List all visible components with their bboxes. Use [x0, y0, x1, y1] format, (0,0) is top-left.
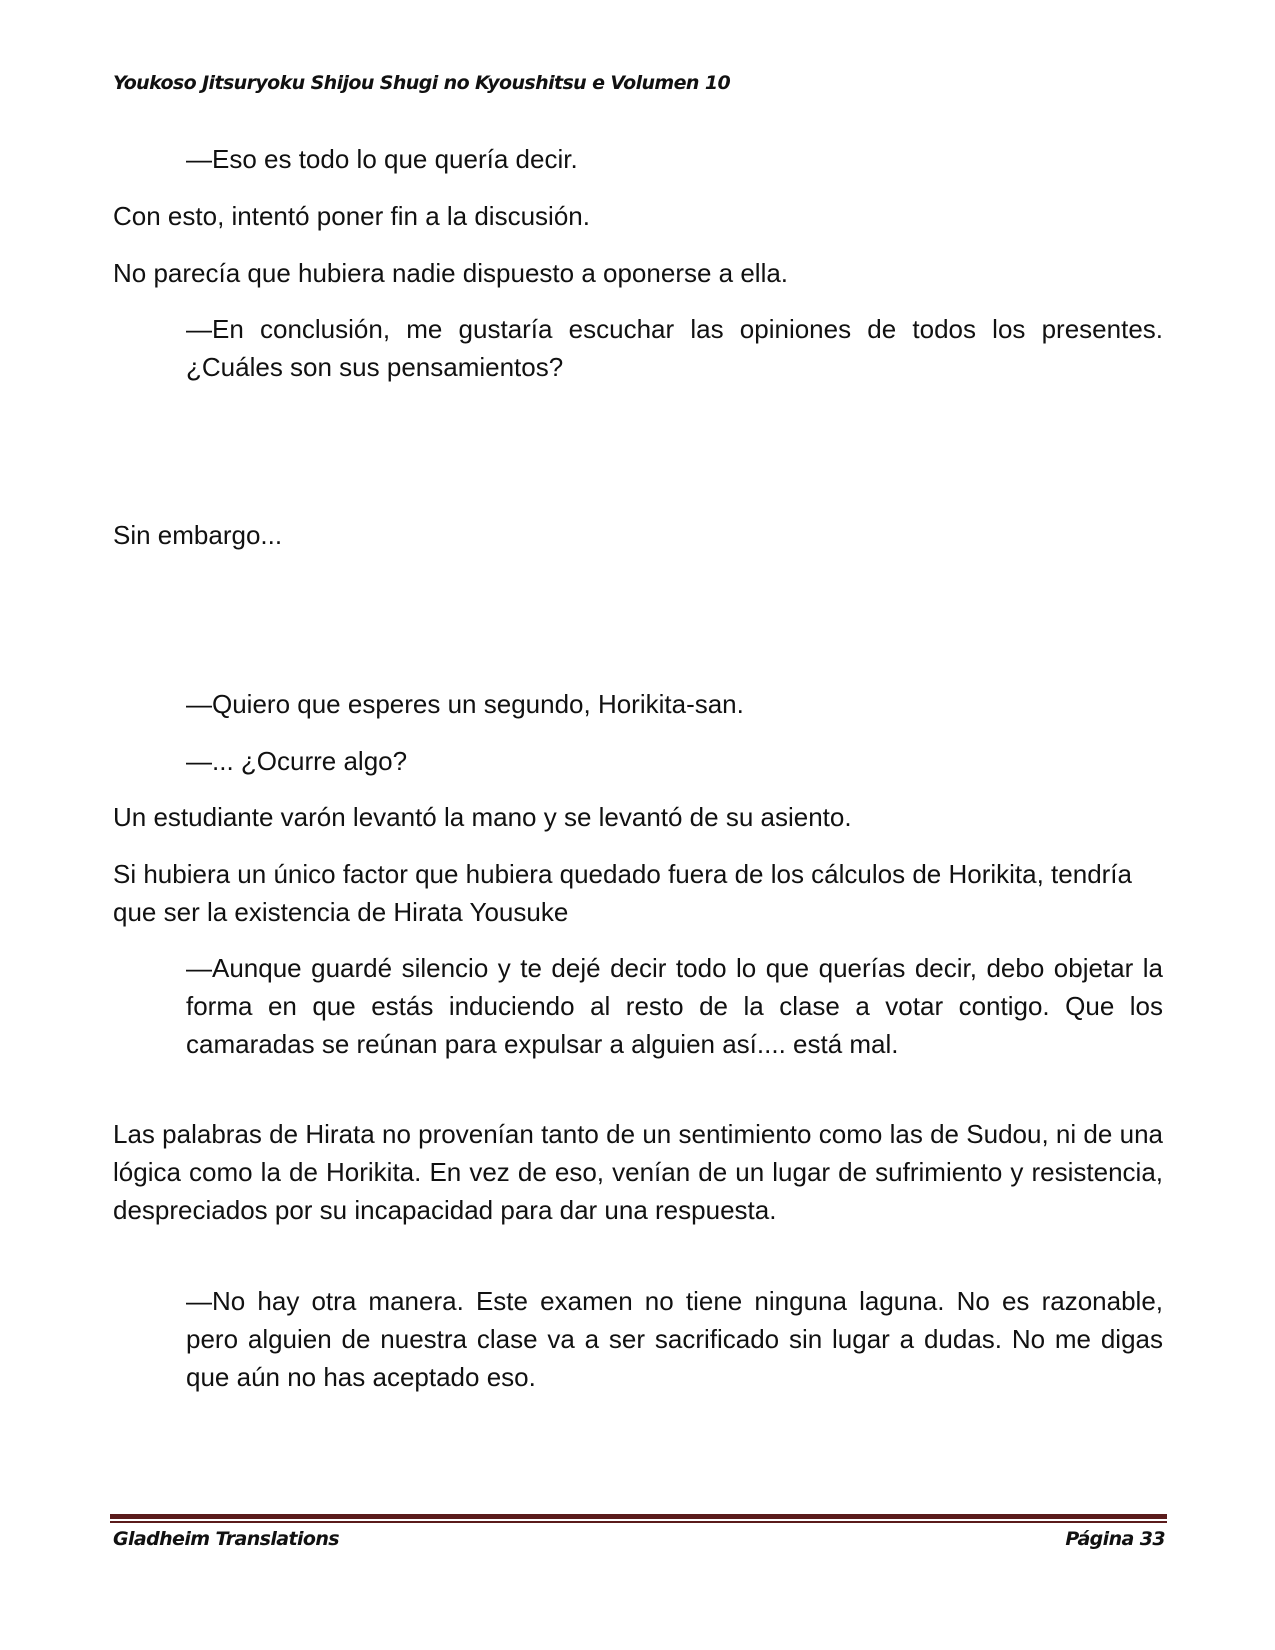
paragraph-dialogue: —... ¿Ocurre algo?: [186, 746, 408, 776]
paragraph-narration: Con esto, intentó poner fin a la discusión.: [113, 201, 590, 231]
paragraph-narration: Un estudiante varón levantó la mano y se levantó de su asiento.: [113, 802, 852, 832]
paragraph-narration: Sin embargo...: [113, 520, 283, 550]
page-number: Página 33: [1065, 1528, 1165, 1550]
paragraph-dialogue: —Quiero que esperes un segundo, Horikita-san.: [186, 689, 744, 719]
paragraph-dialogue: —Eso es todo lo que quería decir.: [186, 144, 578, 174]
paragraph-dialogue: —No hay otra manera. Este examen no tiene ninguna laguna. No es razonable, pero alguien de nuestra clase va a ser sacrificado sin lugar a dudas. No me digas que aún no has aceptado eso.: [186, 1286, 1163, 1392]
running-header: Youkoso Jitsuryoku Shijou Shugi no Kyoushitsu e Volumen 10: [113, 72, 731, 94]
paragraph-dialogue: —En conclusión, me gustaría escuchar las opiniones de todos los presentes. ¿Cuáles son sus pensamientos?: [186, 314, 1163, 382]
footer-rule-thin: [110, 1521, 1167, 1523]
paragraph-dialogue: —Aunque guardé silencio y te dejé decir todo lo que querías decir, debo objetar la forma en que estás induciendo al resto de la clase a votar contigo. Que los camaradas se reúnan para expulsar a alguien así.... está mal.: [186, 953, 1163, 1059]
paragraph-narration: Si hubiera un único factor que hubiera quedado fuera de los cálculos de Horikita, tendría que ser la existencia de Hirata Yousuke: [113, 859, 1132, 927]
paragraph-narration: Las palabras de Hirata no provenían tanto de un sentimiento como las de Sudou, ni de una lógica como la de Horikita. En vez de eso, venían de un lugar de sufrimiento y resistencia, despreciados por su incapacidad para dar una respuesta.: [113, 1119, 1163, 1225]
footer-rule: [110, 1514, 1167, 1519]
footer-publisher: Gladheim Translations: [113, 1528, 339, 1550]
paragraph-narration: No parecía que hubiera nadie dispuesto a oponerse a ella.: [113, 258, 789, 288]
